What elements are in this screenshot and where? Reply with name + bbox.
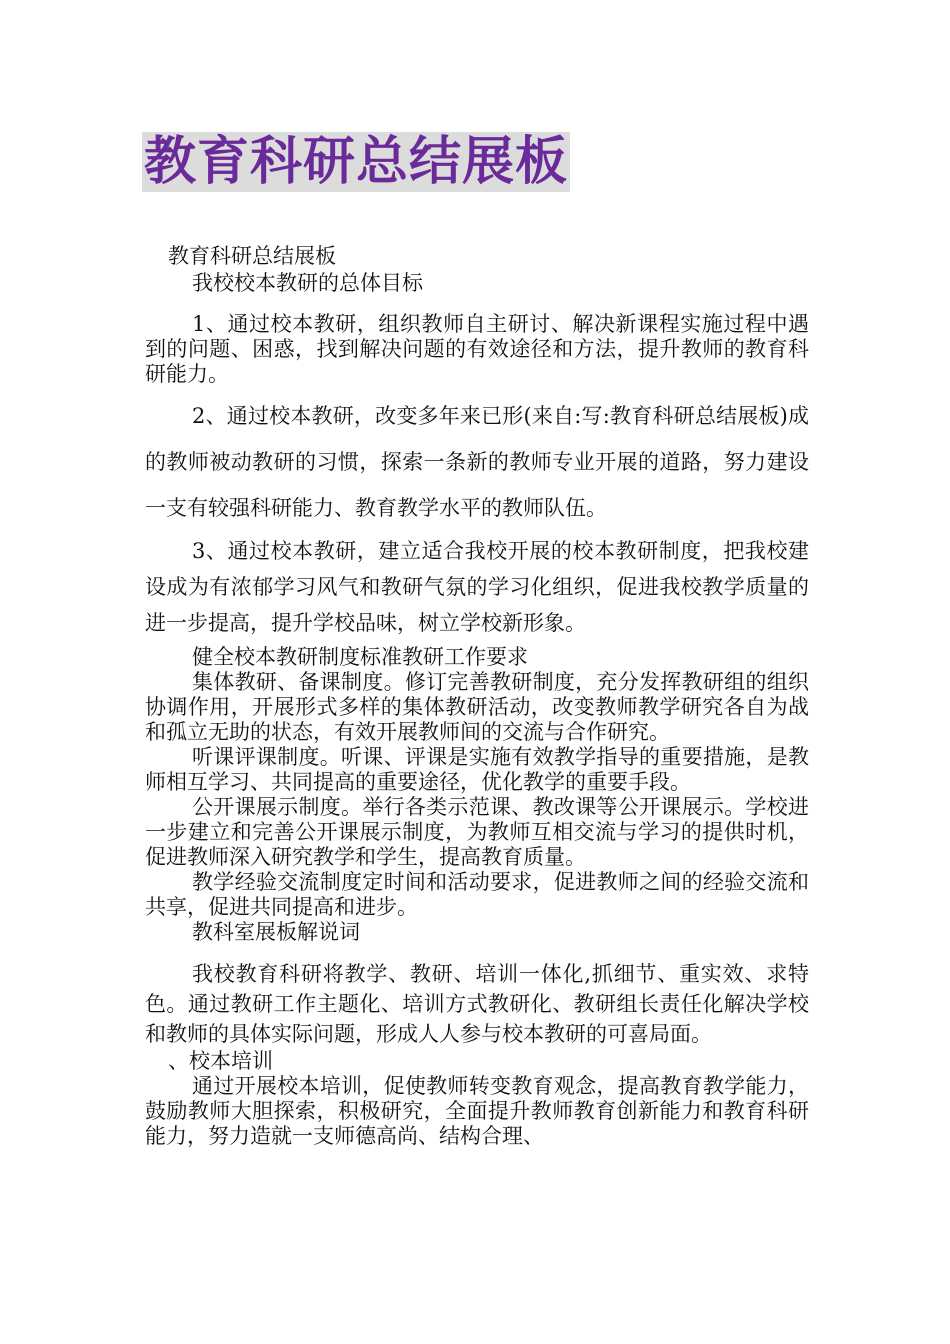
system-item-lesson-review: 听课评课制度。听课、评课是实施有效教学指导的重要措施，是教师相互学习、共同提高的重要途径，优化教学的重要手段。 bbox=[145, 745, 809, 794]
training-heading: 、校本培训 bbox=[168, 1049, 273, 1073]
document-body bbox=[145, 244, 809, 1149]
commentary-heading: 教科室展板解说词 bbox=[192, 920, 360, 944]
system-item-collective: 集体教研、备课制度。修订完善教研制度，充分发挥教研组的组织协调作用，开展形式多样的集体教研活动，改变教师教学研究各自为战和孤立无助的状态，有效开展教师间的交流与合作研究。 bbox=[145, 670, 809, 744]
goal-item-2: 2、通过校本教研，改变多年来已形(来自:写:教育科研总结展板)成的教师被动教研的习惯，探索一条新的教师专业开展的道路，努力建设一支有较强科研能力、教育教学水平的教师队伍。 bbox=[145, 404, 809, 520]
training-text: 通过开展校本培训，促使教师转变教育观念，提高教育教学能力，鼓励教师大胆探索，积极研究，全面提升教师教育创新能力和教育科研能力，努力造就一支师德高尚、结构合理、 bbox=[145, 1074, 809, 1148]
goal-heading: 我校校本教研的总体目标 bbox=[192, 271, 423, 295]
system-item-experience: 教学经验交流制度定时间和活动要求，促进教师之间的经验交流和共享，促进共同提高和进步。 bbox=[145, 870, 809, 919]
goal-item-3: 3、通过校本教研，建立适合我校开展的校本教研制度，把我校建设成为有浓郁学习风气和教研气氛的学习化组织，促进我校教学质量的进一步提高，提升学校品味，树立学校新形象。 bbox=[145, 539, 809, 635]
commentary-text: 我校教育科研将教学、教研、培训一体化,抓细节、重实效、求特色。通过教研工作主题化、培训方式教研化、教研组长责任化解决学校和教师的具体实际问题，形成人人参与校本教研的可喜局面。 bbox=[145, 962, 809, 1046]
document-title: 教育科研总结展板 bbox=[144, 132, 569, 192]
intro-heading: 教育科研总结展板 bbox=[168, 244, 336, 268]
system-heading: 健全校本教研制度标准教研工作要求 bbox=[192, 645, 528, 669]
goal-item-1: 1、通过校本教研，组织教师自主研讨、解决新课程实施过程中遇到的问题、困惑，找到解决问题的有效途径和方法，提升教师的教育科研能力。 bbox=[145, 312, 809, 386]
system-item-open-class: 公开课展示制度。举行各类示范课、教改课等公开课展示。学校进一步建立和完善公开课展示制度，为教师互相交流与学习的提供时机，促进教师深入研究教学和学生，提高教育质量。 bbox=[145, 795, 809, 869]
